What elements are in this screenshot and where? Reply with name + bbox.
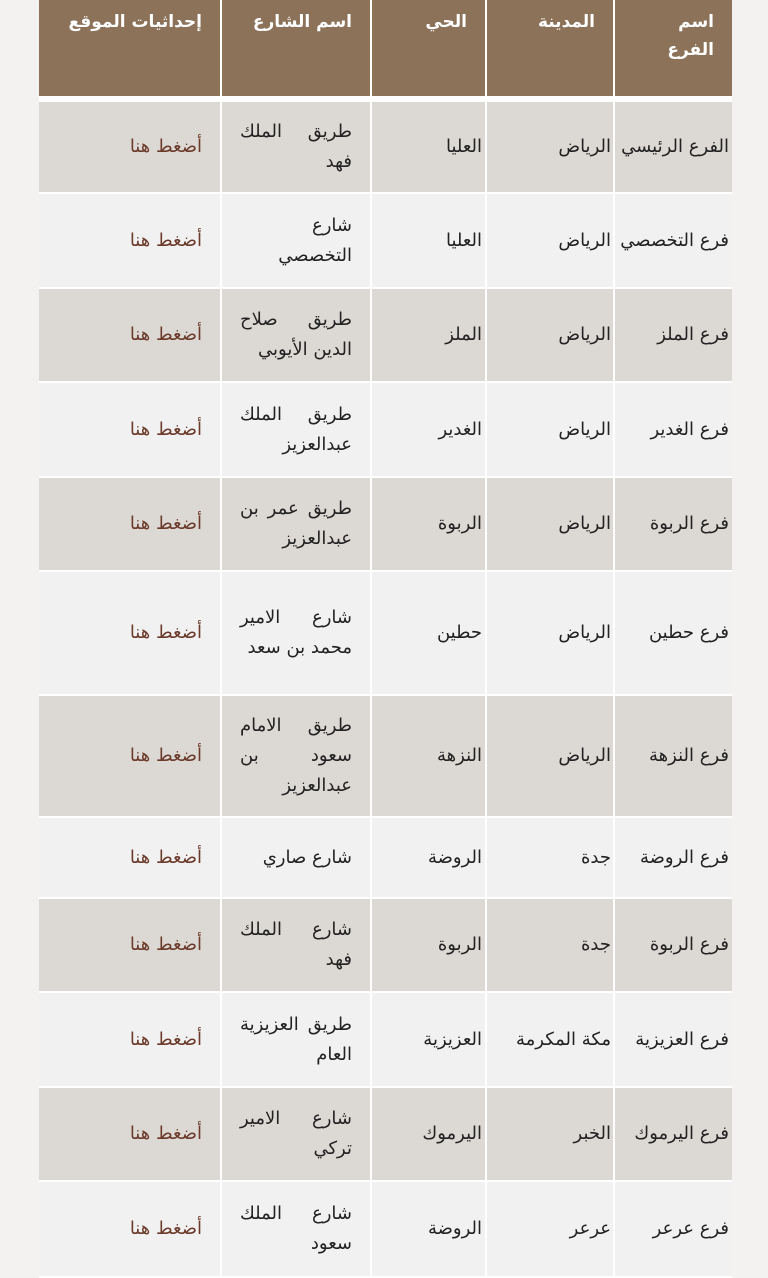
- location-link[interactable]: أضغط هنا: [129, 934, 202, 955]
- city-cell: جدة: [486, 898, 614, 992]
- coordinates-cell: [39, 992, 221, 1087]
- branch-name-cell: فرع التخصصي: [614, 193, 732, 288]
- street-cell: طريق الملك فهد: [221, 99, 371, 193]
- street-cell: طريق الامام سعود بن عبدالعزيز: [221, 695, 371, 817]
- district-cell: الربوة: [371, 477, 486, 571]
- street-cell: طريق الملك عبدالعزيز: [221, 382, 371, 477]
- table-row: [39, 288, 732, 382]
- branch-name-cell: فرع النزهة: [614, 695, 732, 817]
- coordinates-cell: [39, 193, 221, 288]
- district-cell: النزهة: [371, 695, 486, 817]
- coordinates-cell: [39, 1087, 221, 1181]
- coordinates-cell: [39, 477, 221, 571]
- header-street: اسم الشارع: [221, 0, 371, 99]
- branch-name-cell: فرع الغدير: [614, 382, 732, 477]
- location-link[interactable]: أضغط هنا: [129, 1123, 202, 1144]
- branch-name-cell: فرع الربوة: [614, 898, 732, 992]
- branch-name-cell: فرع الملز: [614, 288, 732, 382]
- table-row: [39, 477, 732, 571]
- coordinates-cell: [39, 817, 221, 898]
- location-link[interactable]: أضغط هنا: [129, 229, 202, 251]
- header-city: المدينة: [486, 0, 614, 99]
- location-link[interactable]: أضغط هنا: [129, 1028, 202, 1050]
- table-row: [39, 193, 732, 288]
- location-link[interactable]: أضغط هنا: [129, 846, 202, 868]
- district-cell: الروضة: [371, 817, 486, 898]
- district-cell: الغدير: [371, 382, 486, 477]
- header-branch-name: اسم الفرع: [614, 0, 732, 99]
- street-cell: شارع الامير محمد بن سعد: [221, 571, 371, 695]
- city-cell: الرياض: [486, 477, 614, 571]
- district-cell: العليا: [371, 193, 486, 288]
- location-link[interactable]: أضغط هنا: [129, 622, 202, 643]
- branch-name-cell: الفرع الرئيسي: [614, 99, 732, 193]
- table-row: [39, 1181, 732, 1277]
- location-link[interactable]: أضغط هنا: [129, 745, 202, 766]
- coordinates-cell: [39, 382, 221, 477]
- street-cell: شارع التخصصي: [221, 193, 371, 288]
- branch-name-cell: فرع عرعر: [614, 1181, 732, 1277]
- city-cell: الرياض: [486, 382, 614, 477]
- district-cell: الروضة: [371, 1181, 486, 1277]
- table-row: [39, 817, 732, 898]
- header-coordinates: إحداثيات الموقع: [39, 0, 221, 99]
- location-link[interactable]: أضغط هنا: [129, 1218, 202, 1239]
- table-row: [39, 992, 732, 1087]
- street-cell: شارع الامير تركي: [221, 1087, 371, 1181]
- city-cell: الرياض: [486, 571, 614, 695]
- header-district: الحي: [371, 0, 486, 99]
- city-cell: الرياض: [486, 99, 614, 193]
- location-link[interactable]: أضغط هنا: [129, 513, 202, 534]
- city-cell: عرعر: [486, 1181, 614, 1277]
- location-link[interactable]: أضغط هنا: [129, 324, 202, 345]
- district-cell: حطين: [371, 571, 486, 695]
- district-cell: العليا: [371, 99, 486, 193]
- city-cell: الرياض: [486, 193, 614, 288]
- table-row: [39, 695, 732, 817]
- coordinates-cell: [39, 695, 221, 817]
- branch-name-cell: فرع العزيزية: [614, 992, 732, 1087]
- city-cell: الرياض: [486, 695, 614, 817]
- district-cell: العزيزية: [371, 992, 486, 1087]
- district-cell: الملز: [371, 288, 486, 382]
- city-cell: الرياض: [486, 288, 614, 382]
- coordinates-cell: [39, 1181, 221, 1277]
- coordinates-cell: [39, 571, 221, 695]
- street-cell: شارع الملك سعود: [221, 1181, 371, 1277]
- city-cell: الخبر: [486, 1087, 614, 1181]
- branch-name-cell: فرع حطين: [614, 571, 732, 695]
- district-cell: الربوة: [371, 898, 486, 992]
- city-cell: جدة: [486, 817, 614, 898]
- coordinates-cell: [39, 288, 221, 382]
- branches-table: [39, 0, 732, 1278]
- table-row: [39, 1087, 732, 1181]
- table-row: [39, 571, 732, 695]
- table-row: [39, 898, 732, 992]
- table-header-row: [39, 0, 732, 99]
- branch-name-cell: فرع اليرموك: [614, 1087, 732, 1181]
- city-cell: مكة المكرمة: [486, 992, 614, 1087]
- coordinates-cell: [39, 99, 221, 193]
- branch-name-cell: فرع الروضة: [614, 817, 732, 898]
- street-cell: طريق العزيزية العام: [221, 992, 371, 1087]
- street-cell: طريق عمر بن عبدالعزيز: [221, 477, 371, 571]
- table-row: [39, 382, 732, 477]
- street-cell: طريق صلاح الدين الأيوبي: [221, 288, 371, 382]
- district-cell: اليرموك: [371, 1087, 486, 1181]
- table-row: [39, 99, 732, 193]
- branch-name-cell: فرع الربوة: [614, 477, 732, 571]
- street-cell: شارع الملك فهد: [221, 898, 371, 992]
- location-link[interactable]: أضغط هنا: [129, 418, 202, 440]
- coordinates-cell: [39, 898, 221, 992]
- location-link[interactable]: أضغط هنا: [129, 136, 202, 157]
- street-cell: شارع صاري: [221, 817, 371, 898]
